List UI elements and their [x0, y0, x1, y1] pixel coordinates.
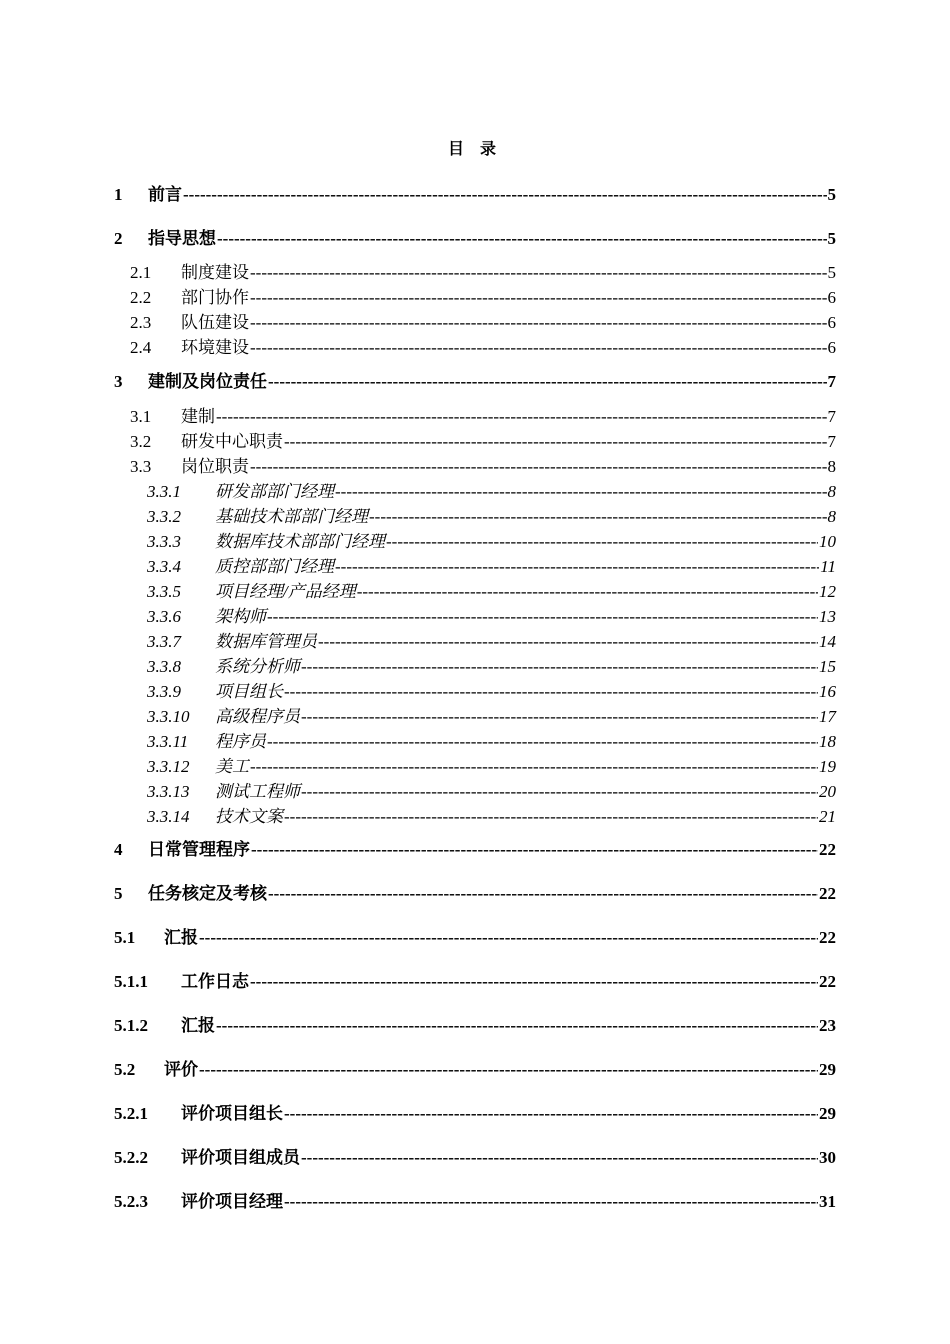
toc-entry[interactable] [147, 602, 836, 627]
dot-leader [301, 782, 818, 802]
dot-leader [357, 582, 818, 602]
toc-entry-number: 3.3.11 [147, 732, 189, 751]
toc-entry[interactable] [114, 967, 836, 992]
toc-entry-number: 3.3.9 [147, 682, 181, 701]
toc-entry[interactable] [114, 224, 836, 249]
toc-entry[interactable] [147, 752, 836, 777]
toc-entry-label: 评价项目经理 [181, 1192, 283, 1211]
toc-entry-label: 技术文案 [215, 807, 283, 826]
toc-entry[interactable] [147, 502, 836, 527]
dot-leader [284, 432, 827, 452]
toc-entry[interactable] [147, 802, 836, 827]
toc-entry-number: 5.2.3 [114, 1192, 148, 1211]
toc-entry-number: 1 [114, 185, 123, 204]
toc-entry-label: 指导思想 [148, 229, 216, 248]
dot-leader [318, 632, 818, 652]
toc-entry[interactable] [147, 552, 836, 577]
toc-entry-page-number: 7 [827, 407, 836, 426]
toc-entry[interactable] [130, 452, 836, 477]
toc-entry[interactable] [147, 627, 836, 652]
toc-entry-label: 高级程序员 [215, 707, 300, 726]
toc-entry-label: 任务核定及考核 [148, 884, 267, 903]
toc-entry-label: 部门协作 [181, 288, 249, 307]
toc-entry-number: 3.1 [130, 407, 152, 426]
toc-entry[interactable] [114, 180, 836, 205]
toc-entry[interactable] [130, 283, 836, 308]
toc-entry[interactable] [114, 1143, 836, 1168]
toc-entry[interactable] [147, 477, 836, 502]
toc-entry-page-number: 7 [827, 432, 836, 451]
toc-entry-number: 5.2.2 [114, 1148, 148, 1167]
dot-leader [250, 313, 827, 333]
toc-entry-number: 5.1 [114, 928, 136, 947]
toc-entry[interactable] [147, 652, 836, 677]
dot-leader [250, 263, 827, 283]
dot-leader [250, 757, 818, 777]
toc-entry-number: 3.3.8 [147, 657, 181, 676]
toc-entry-label: 项目组长 [215, 682, 283, 701]
toc-entry-number: 3.3.5 [147, 582, 181, 601]
dot-leader [284, 1192, 818, 1212]
toc-entry[interactable] [147, 777, 836, 802]
toc-entry-label: 质控部部门经理 [215, 557, 334, 576]
toc-entry-page-number: 22 [819, 884, 836, 903]
toc-entry-label: 测试工程师 [215, 782, 300, 801]
dot-leader [268, 884, 818, 904]
toc-entry[interactable] [114, 1055, 836, 1080]
toc-entry-page-number: 21 [819, 807, 836, 826]
toc-entry[interactable] [114, 835, 836, 860]
toc-entry-label: 汇报 [181, 1016, 215, 1035]
toc-entry-page-number: 6 [827, 288, 836, 307]
toc-entry-label: 基础技术部部门经理 [215, 507, 368, 526]
toc-entry[interactable] [114, 879, 836, 904]
dot-leader [216, 1016, 818, 1036]
toc-entry[interactable] [114, 1187, 836, 1212]
toc-entry-number: 3.3.10 [147, 707, 190, 726]
toc-entry[interactable] [114, 923, 836, 948]
toc-entry[interactable] [114, 367, 836, 392]
toc-entry[interactable] [147, 677, 836, 702]
dot-leader [217, 229, 827, 249]
toc-entry-page-number: 5 [827, 263, 836, 282]
toc-entry-page-number: 8 [827, 457, 836, 476]
toc-entry-label: 工作日志 [181, 972, 249, 991]
toc-entry-label: 汇报 [164, 928, 198, 947]
dot-leader [386, 532, 818, 552]
toc-entry-number: 2.3 [130, 313, 152, 332]
toc-entry-number: 5 [114, 884, 123, 903]
toc-entry-number: 3.3 [130, 457, 152, 476]
toc-title: 目 录 [447, 141, 502, 158]
toc-entry-page-number: 5 [827, 229, 836, 248]
toc-entry-number: 2.2 [130, 288, 152, 307]
toc-entry-label: 建制 [181, 407, 215, 426]
toc-entry-page-number: 29 [819, 1060, 836, 1079]
dot-leader [199, 1060, 818, 1080]
toc-entry-number: 2 [114, 229, 123, 248]
toc-entry-number: 3.3.6 [147, 607, 181, 626]
toc-entry[interactable] [130, 308, 836, 333]
toc-entry-number: 3.3.2 [147, 507, 181, 526]
toc-entry-label: 建制及岗位责任 [148, 372, 267, 391]
toc-entry-page-number: 13 [819, 607, 836, 626]
toc-entry-label: 评价 [164, 1060, 198, 1079]
toc-entry-page-number: 17 [819, 707, 836, 726]
toc-entry-number: 5.1.1 [114, 972, 148, 991]
dot-leader [250, 338, 827, 358]
toc-entry[interactable] [147, 702, 836, 727]
dot-leader [267, 732, 818, 752]
toc-entry-label: 项目经理/产品经理 [215, 582, 356, 601]
toc-entry-page-number: 20 [819, 782, 836, 801]
toc-entry-page-number: 16 [819, 682, 836, 701]
toc-entry-label: 前言 [148, 185, 182, 204]
toc-entry-page-number: 14 [819, 632, 836, 651]
toc-entry[interactable] [147, 727, 836, 752]
toc-entry-page-number: 8 [827, 507, 836, 526]
toc-entry-number: 3.3.7 [147, 632, 181, 651]
toc-entry-page-number: 22 [819, 972, 836, 991]
dot-leader [250, 972, 818, 992]
toc-entry-page-number: 7 [827, 372, 836, 391]
toc-entry-label: 架构师 [215, 607, 266, 626]
toc-entry-label: 系统分析师 [215, 657, 300, 676]
toc-entry[interactable] [114, 1099, 836, 1124]
toc-entry-label: 日常管理程序 [148, 840, 250, 859]
toc-entry[interactable] [130, 427, 836, 452]
toc-entry-page-number: 5 [827, 185, 836, 204]
toc-entry-page-number: 8 [827, 482, 836, 501]
toc-entry-page-number: 22 [819, 928, 836, 947]
toc-entry-page-number: 29 [819, 1104, 836, 1123]
dot-leader [284, 807, 818, 827]
dot-leader [268, 372, 827, 392]
toc-entry-label: 岗位职责 [181, 457, 249, 476]
toc-entry-number: 2.4 [130, 338, 152, 357]
toc-entry[interactable] [130, 402, 836, 427]
dot-leader [216, 407, 827, 427]
toc-entry-page-number: 6 [827, 338, 836, 357]
toc-entry-number: 2.1 [130, 263, 152, 282]
toc-entry-page-number: 22 [819, 840, 836, 859]
toc-entry-label: 美工 [215, 757, 249, 776]
toc-entry[interactable] [114, 1011, 836, 1036]
toc-entry-label: 制度建设 [181, 263, 249, 282]
toc-entry-label: 程序员 [215, 732, 266, 751]
toc-entry-number: 4 [114, 840, 123, 859]
dot-leader [369, 507, 827, 527]
toc-entry-number: 3.3.3 [147, 532, 181, 551]
toc-entry[interactable] [130, 258, 836, 283]
toc-entry-page-number: 10 [819, 532, 836, 551]
toc-entry-number: 5.2 [114, 1060, 136, 1079]
toc-entry-label: 研发部部门经理 [215, 482, 334, 501]
toc-entry-page-number: 6 [827, 313, 836, 332]
toc-entry-label: 数据库技术部部门经理 [215, 532, 385, 551]
toc-entry-page-number: 23 [819, 1016, 836, 1035]
toc-entry-label: 评价项目组长 [181, 1104, 283, 1123]
toc-entry-number: 3.3.13 [147, 782, 190, 801]
dot-leader [335, 482, 827, 502]
dot-leader [301, 657, 818, 677]
dot-leader [183, 185, 827, 205]
toc-entry-number: 3.3.12 [147, 757, 190, 776]
toc-entry-number: 3.3.1 [147, 482, 181, 501]
dot-leader [301, 1148, 818, 1168]
dot-leader [335, 557, 819, 577]
toc-entry-label: 数据库管理员 [215, 632, 317, 651]
dot-leader [301, 707, 818, 727]
toc-entry-label: 环境建设 [181, 338, 249, 357]
toc-entry-page-number: 19 [819, 757, 836, 776]
toc-entry-page-number: 30 [819, 1148, 836, 1167]
toc-entry[interactable] [147, 577, 836, 602]
toc-entry-number: 5.2.1 [114, 1104, 148, 1123]
toc-entry[interactable] [130, 333, 836, 358]
toc-entry-page-number: 12 [819, 582, 836, 601]
dot-leader [251, 840, 818, 860]
toc-entry-label: 评价项目组成员 [181, 1148, 300, 1167]
toc-entry-number: 3.3.4 [147, 557, 181, 576]
dot-leader [250, 288, 827, 308]
toc-entry-number: 3.2 [130, 432, 152, 451]
toc-entry-page-number: 15 [819, 657, 836, 676]
toc-entry-label: 队伍建设 [181, 313, 249, 332]
toc-entry-label: 研发中心职责 [181, 432, 283, 451]
toc-entry-number: 5.1.2 [114, 1016, 148, 1035]
toc-entry-number: 3.3.14 [147, 807, 190, 826]
toc-entry[interactable] [147, 527, 836, 552]
dot-leader [284, 1104, 818, 1124]
toc-entry-page-number: 31 [819, 1192, 836, 1211]
toc-entry-page-number: 18 [819, 732, 836, 751]
dot-leader [267, 607, 818, 627]
toc-entry-page-number: 11 [820, 557, 836, 576]
toc-entry-number: 3 [114, 372, 123, 391]
dot-leader [199, 928, 818, 948]
dot-leader [284, 682, 818, 702]
dot-leader [250, 457, 827, 477]
